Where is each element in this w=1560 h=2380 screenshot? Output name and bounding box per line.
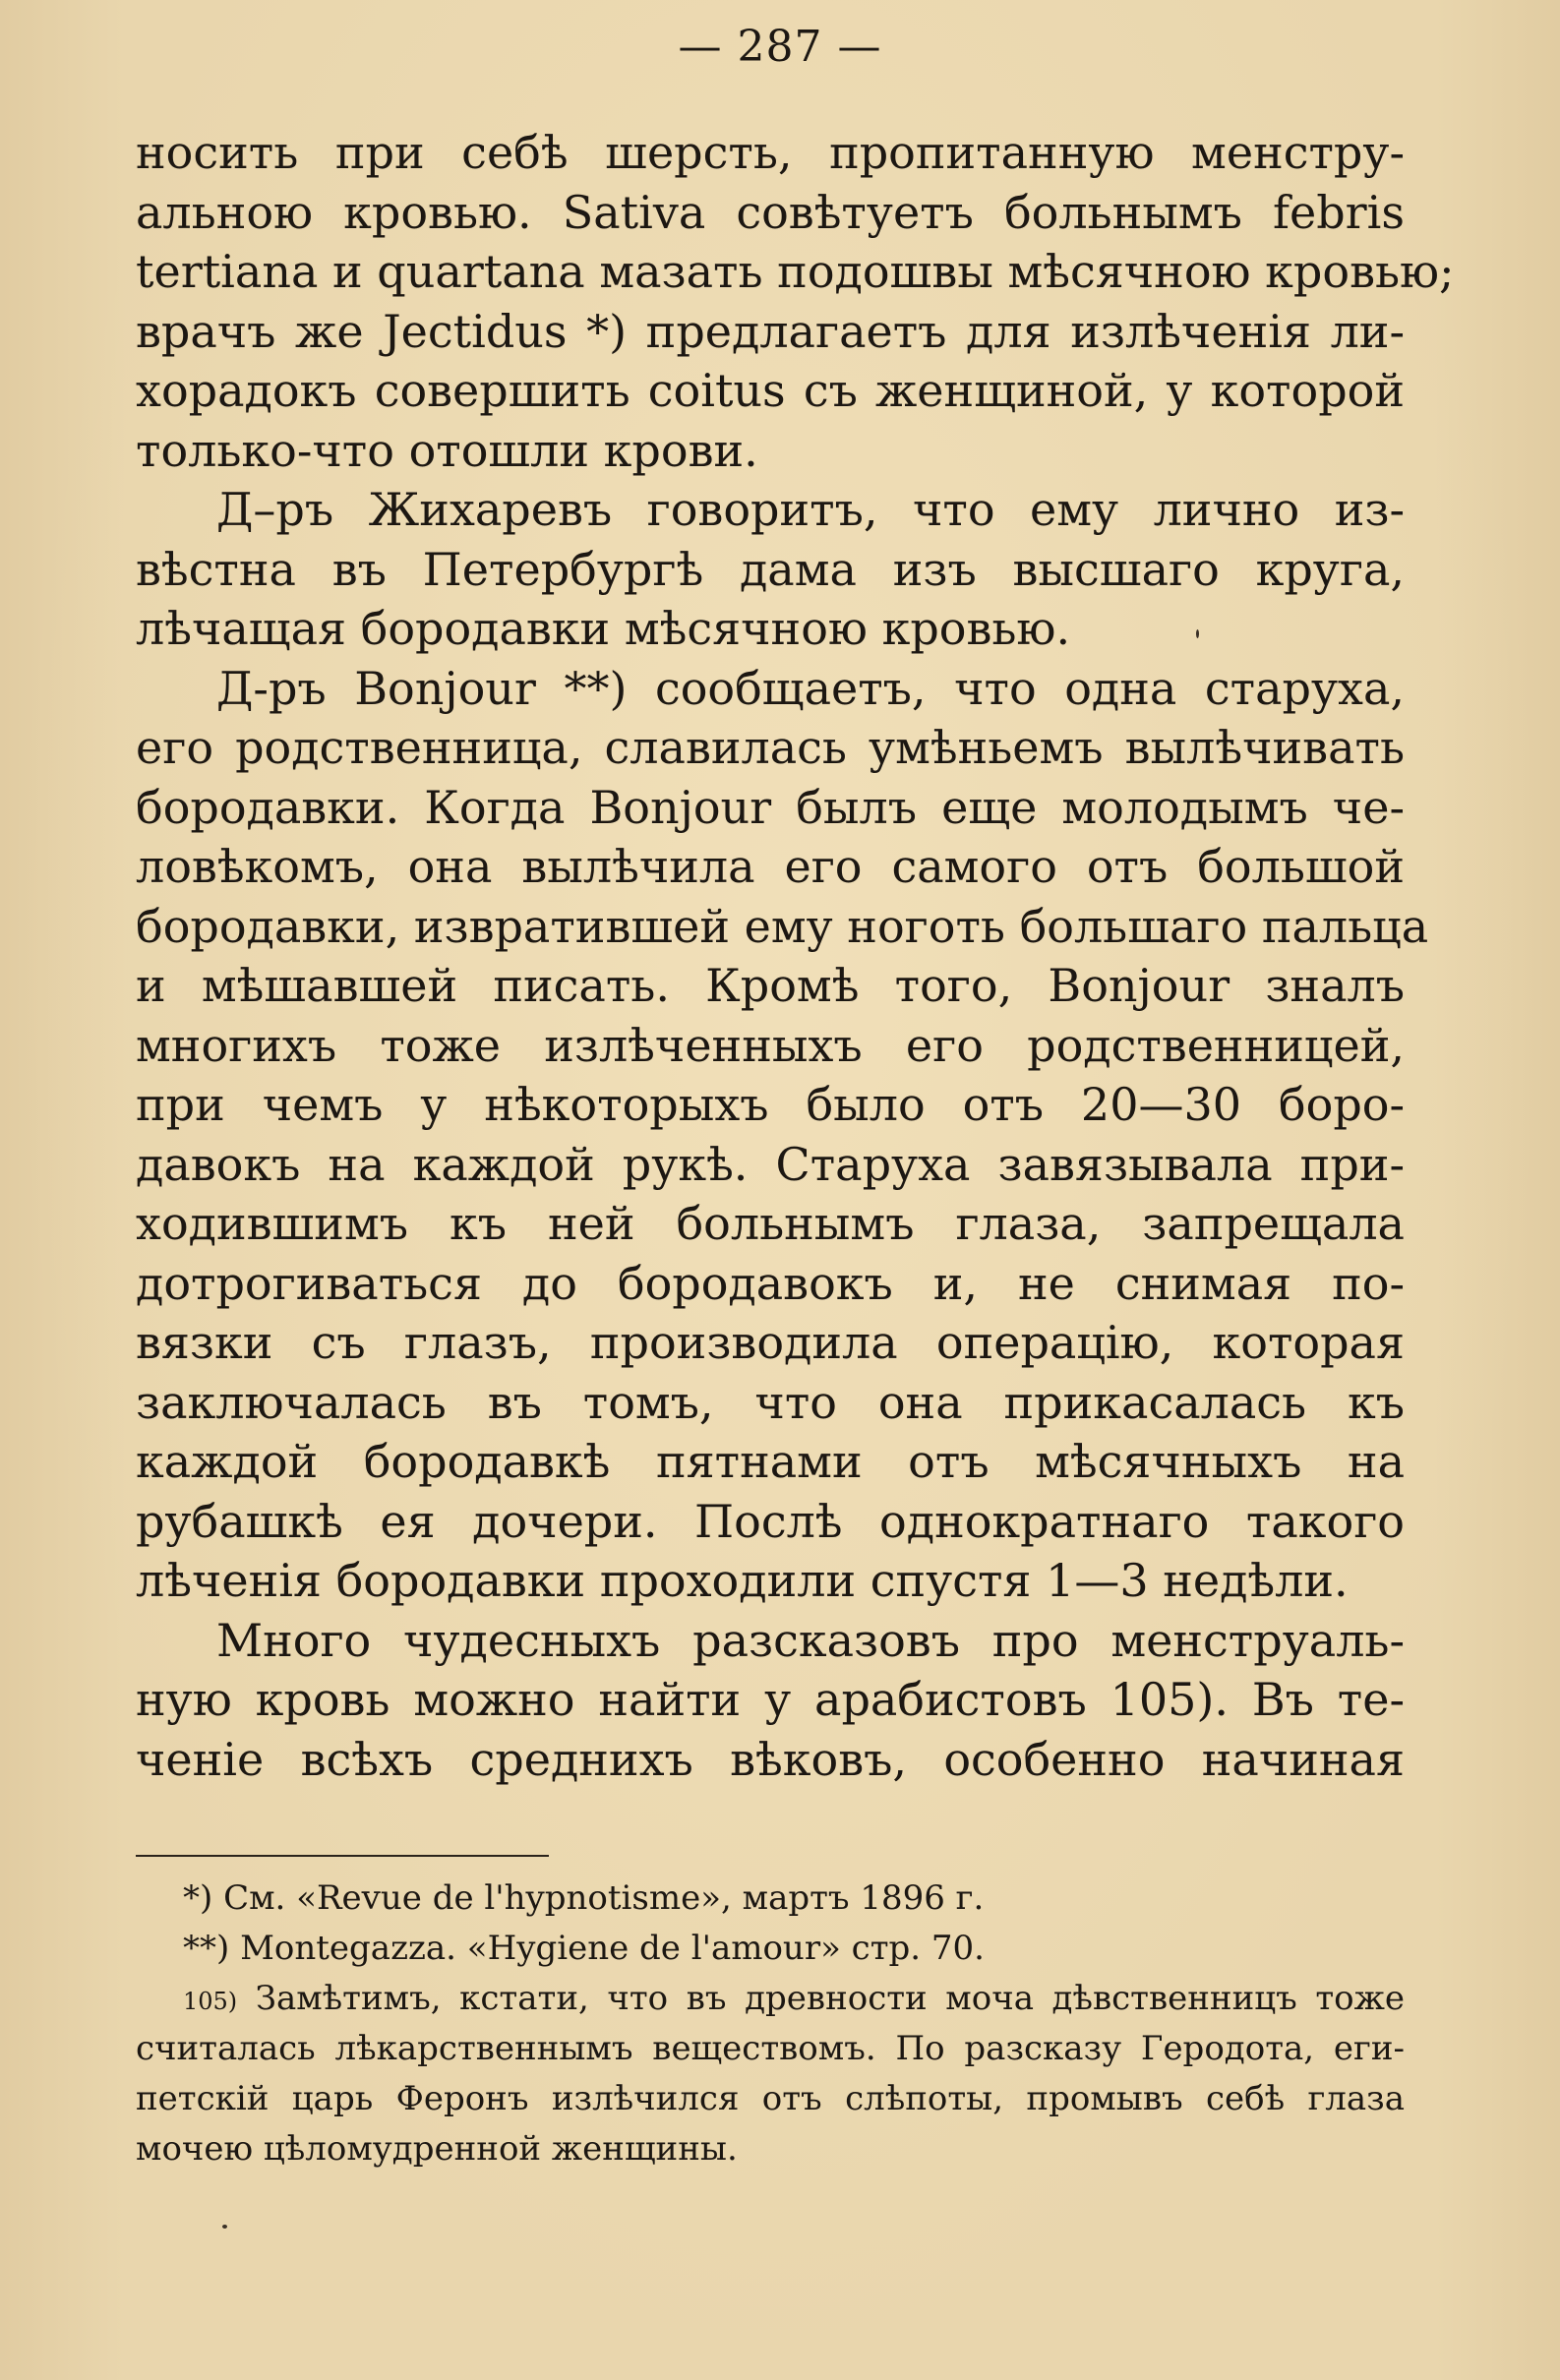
text-line: каждой бородавкѣ пятнами отъ мѣсячныхъ на [136, 1435, 1405, 1488]
footnote-3-number: 105) [183, 1988, 238, 2015]
footnote-1: *) См. «Revue de l'hypnotisme», мартъ 1896 г. [183, 1878, 985, 1918]
footnote-3-text: Замѣтимъ, кстати, что въ древности моча дѣвственницъ тоже [255, 1979, 1406, 2018]
text-line: ходившимъ къ ней больнымъ глаза, запрещала [136, 1197, 1405, 1250]
print-speck [222, 2225, 227, 2229]
paragraph-3 [136, 659, 1429, 1611]
footnote-divider [136, 1855, 549, 1857]
footnote-3-first-line [136, 1974, 1405, 2024]
text-line: многихъ тоже излѣченныхъ его родственницей, [136, 1018, 1405, 1072]
text-line: при чемъ у нѣкоторыхъ было отъ 20—30 боро- [136, 1078, 1405, 1131]
footnote-3-line: мочею цѣломудренной женщины. [136, 2129, 738, 2169]
main-text [136, 123, 1455, 1789]
text-line: Д–ръ Жихаревъ говоритъ, что ему лично из- [216, 483, 1405, 536]
text-line: альною кровью. Sativa совѣтуетъ больнымъ febris [136, 185, 1405, 239]
footnotes [136, 1874, 1405, 2174]
text-line: Много чудесныхъ разсказовъ про менструаль- [216, 1613, 1405, 1667]
text-line: tertiana и quartana мазать подошвы мѣсячною кровью; [136, 245, 1455, 298]
text-line: бородавки, извратившей ему ноготь большаго пальца [136, 899, 1429, 953]
text-line: носить при себѣ шерсть, пропитанную менстру- [136, 126, 1405, 179]
text-line: бородавки. Когда Bonjour былъ еще молодымъ че- [136, 780, 1405, 834]
footnote-3-line: петскій царь Феронъ излѣчился отъ слѣпоты, промывъ себѣ глаза [136, 2079, 1405, 2118]
text-line: лѣченія бородавки проходили спустя 1—3 недѣли. [136, 1554, 1349, 1607]
paragraph-4 [136, 1611, 1405, 1790]
text-line: ченіе всѣхъ среднихъ вѣковъ, особенно начиная [136, 1732, 1405, 1786]
text-line: рубашкѣ ея дочери. Послѣ однократнаго такого [136, 1494, 1405, 1548]
footnote-2: **) Montegazza. «Hygiene de l'amour» стр. 70. [183, 1929, 985, 1968]
text-line: лѣчащая бородавки мѣсячною кровью. [136, 602, 1071, 655]
footnote-3-line: считалась лѣкарственнымъ веществомъ. По разсказу Геродота, еги- [136, 2029, 1405, 2068]
print-speck [1196, 629, 1199, 638]
text-line: ловѣкомъ, она вылѣчила его самого отъ большой [136, 840, 1405, 893]
text-line: только-что отошли крови. [136, 423, 758, 477]
text-line: и мѣшавшей писать. Кромѣ того, Bonjour зналъ [136, 959, 1405, 1012]
text-line: ную кровь можно найти у арабистовъ 105). Въ те- [136, 1673, 1405, 1726]
text-line: заключалась въ томъ, что она прикасалась къ [136, 1375, 1405, 1429]
page-number: — 287 — [678, 22, 882, 72]
text-line: хорадокъ совершить coitus съ женщиной, у которой [136, 364, 1405, 417]
text-line: вѣстна въ Петербургѣ дама изъ высшаго круга, [136, 542, 1405, 596]
text-line: врачъ же Jectidus *) предлагаетъ для излѣченія ли- [136, 304, 1405, 358]
paragraph-2 [136, 480, 1405, 659]
text-line: его родственница, славилась умѣньемъ вылѣчивать [136, 721, 1405, 774]
paragraph-1 [136, 123, 1455, 480]
text-line: давокъ на каждой рукѣ. Старуха завязывала при- [136, 1137, 1405, 1191]
text-line: дотрогиваться до бородавокъ и, не снимая по- [136, 1256, 1405, 1310]
text-line: вязки съ глазъ, производила операцію, которая [136, 1316, 1405, 1369]
text-line: Д-ръ Bonjour **) сообщаетъ, что одна старуха, [216, 661, 1405, 715]
